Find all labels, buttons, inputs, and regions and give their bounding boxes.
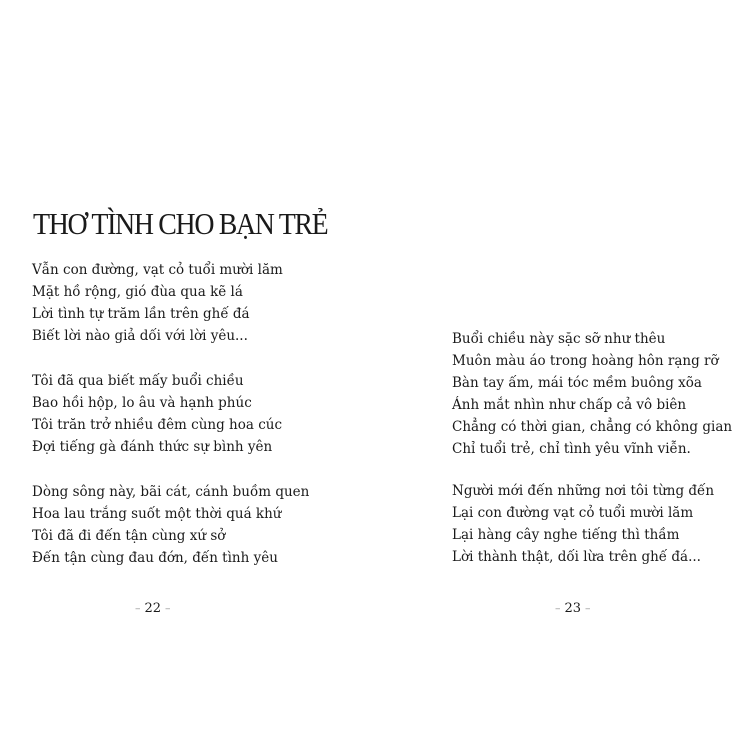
stanza <box>32 259 283 347</box>
poem-line: Vẫn con đường, vạt cỏ tuổi mười lăm <box>32 262 283 278</box>
stanza <box>32 481 309 569</box>
page-number-value: 22 <box>144 601 162 616</box>
page-number-dash: – <box>555 602 561 615</box>
poem-line: Chẳng có thời gian, chẳng có không gian <box>452 419 733 435</box>
poem-line: Đến tận cùng đau đớn, đến tình yêu <box>32 550 278 566</box>
page-number-dash: – <box>165 602 171 615</box>
poem-line: Hoa lau trắng suốt một thời quá khứ <box>32 506 282 522</box>
page-number <box>135 599 171 619</box>
stanza <box>452 480 714 568</box>
poem-line: Tôi đã qua biết mấy buổi chiều <box>32 373 244 389</box>
poem-line: Lời thành thật, dối lừa trên ghế đá... <box>452 549 701 565</box>
poem-line: Lại hàng cây nghe tiếng thì thầm <box>452 527 680 543</box>
stanza <box>452 328 732 460</box>
poem-line: Mặt hồ rộng, gió đùa qua kẽ lá <box>32 284 243 300</box>
right-page <box>375 0 750 750</box>
poem-line: Tôi trăn trở nhiều đêm cùng hoa cúc <box>32 417 283 433</box>
poem-line: Bàn tay ấm, mái tóc mềm buông xõa <box>452 375 702 391</box>
page-number <box>555 599 591 619</box>
poem-line: Tôi đã đi đến tận cùng xứ sở <box>32 528 226 544</box>
poem-line: Biết lời nào giả dối với lời yêu... <box>32 328 248 344</box>
poem-line: Muôn màu áo trong hoàng hôn rạng rỡ <box>452 353 719 369</box>
poem-title: THƠ TÌNH CHO BẠN TRẺ <box>33 205 328 241</box>
poem-line: Người mới đến những nơi tôi từng đến <box>452 483 715 499</box>
poem-line: Đợi tiếng gà đánh thức sự bình yên <box>32 439 273 455</box>
stanza <box>32 370 282 458</box>
poem-line: Dòng sông này, bãi cát, cánh buồm quen <box>32 484 310 500</box>
poem-line: Ánh mắt nhìn như chấp cả vô biên <box>452 397 687 413</box>
page-number-dash: – <box>135 602 141 615</box>
poem-line: Bao hồi hộp, lo âu và hạnh phúc <box>32 395 252 411</box>
page-number-value: 23 <box>564 601 582 616</box>
poem-line: Buổi chiều này sặc sỡ như thêu <box>452 331 666 347</box>
page-number-dash: – <box>585 602 591 615</box>
poem-line: Chỉ tuổi trẻ, chỉ tình yêu vĩnh viễn. <box>452 441 691 457</box>
poem-line: Lại con đường vạt cỏ tuổi mười lăm <box>452 505 694 521</box>
poem-line: Lời tình tự trăm lần trên ghế đá <box>32 306 250 322</box>
